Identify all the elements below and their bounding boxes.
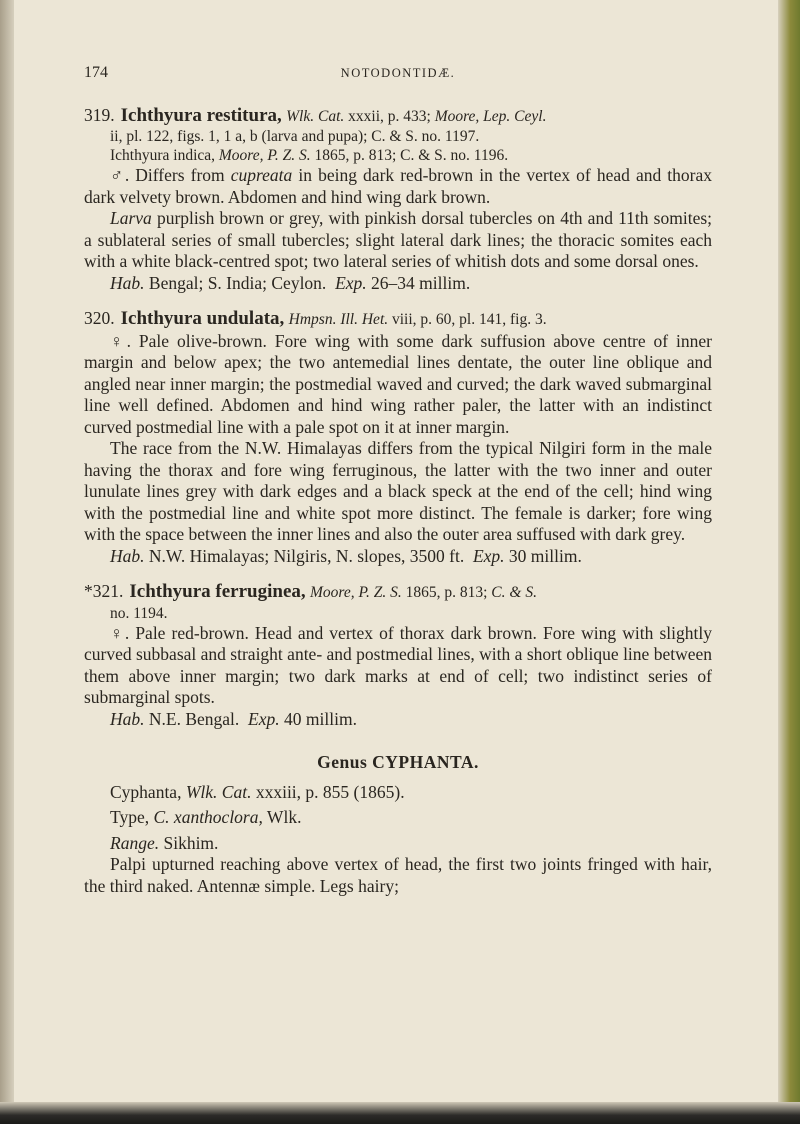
synonym-line — [84, 146, 712, 165]
species-heading — [84, 308, 712, 331]
species-heading — [84, 105, 712, 128]
larva-text: purplish brown or grey, with pinkish dorsal tubercles on 4th and 11th somites; a sublateral series of small tubercles; slight lateral dark lines; the thoracic somites each with a white black-centred spot; two lateral series of whitish dots and some dorsal ones. — [84, 208, 713, 271]
species-name: Ichthyura ferruginea, — [129, 581, 306, 602]
expanse-label: Exp. — [248, 708, 280, 729]
species-heading — [84, 581, 712, 604]
running-title: NOTODONTIDÆ. — [340, 66, 456, 80]
page-gutter-shadow — [0, 0, 14, 1124]
page-content — [84, 62, 712, 897]
habitat-line — [84, 546, 712, 568]
type-author: Wlk. — [262, 807, 302, 827]
species-number: 320. — [84, 308, 115, 328]
citation-ref: xxxiii, p. 855 (1865). — [251, 781, 405, 802]
citation-source: Moore, P. Z. S. — [218, 147, 311, 164]
female-description: ♀. Pale red-brown. Head and vertex of thorax dark brown. Fore wing with slightly curved subbasal and straight ante- and postmedial lines, with a short oblique line between them above inner margin; two dark marks at end of cell; two indistinct series of submarginal spots. — [84, 622, 712, 707]
page-header — [84, 62, 712, 85]
larva-description — [84, 208, 712, 273]
habitat-text: N.W. Himalayas; Nilgiris, N. slopes, 3500 ft. — [148, 545, 465, 566]
species-ref: cupreata — [230, 165, 293, 185]
citation-source: C. & S. — [491, 584, 537, 601]
genus-description: Palpi upturned reaching above vertex of head, the first two joints fringed with hair, the third naked. Antennæ simple. Legs hairy; — [84, 854, 712, 896]
habitat-label: Hab. — [110, 708, 145, 729]
genus-citation — [84, 782, 712, 804]
citation-source: Wlk. Cat. — [286, 107, 345, 125]
page-bottom-edge — [0, 1102, 800, 1124]
species-number: *321. — [84, 581, 124, 601]
expanse-text: 26–34 millim. — [371, 272, 471, 293]
citation-line: ii, pl. 122, figs. 1, 1 a, b (larva and pupa); C. & S. no. 1197. — [110, 128, 480, 145]
habitat-line — [84, 273, 712, 295]
citation-ref: 1865, p. 813; — [401, 584, 488, 601]
race-description: The race from the N.W. Himalayas differs from the typical Nilgiri form in the male having the thorax and fore wing ferruginous, the latter with the two inner and outer lunulate lines grey with dark edges and a black speck at the end of the cell; hind wing with the postmedial line and white spot more distinct. The female is darker; fore wing with the space between the inner lines and also the outer area suffused with dark grey. — [84, 438, 712, 544]
citation-ref: viii, p. 60, pl. 141, fig. 3. — [388, 311, 547, 328]
male-text: in being dark red-brown in the vertex of head and thorax dark velvety brown. Abdomen and hind wing dark brown. — [84, 165, 713, 207]
habitat-text: Bengal; S. India; Ceylon. — [148, 272, 327, 293]
citation-source: Hmpsn. Ill. Het. — [288, 311, 389, 328]
species-entry-319 — [84, 105, 712, 295]
type-species: C. xanthoclora, — [153, 807, 263, 827]
synonym-name: Ichthyura indica, — [110, 147, 216, 164]
expanse-text: 30 millim. — [508, 545, 582, 566]
citation-line: no. 1194. — [110, 604, 168, 622]
genus-name: Cyphanta, — [110, 781, 182, 802]
citation-source: Moore, P. Z. S. — [310, 584, 402, 601]
genus-range — [84, 833, 712, 855]
range-label: Range. — [110, 832, 160, 853]
citation-ref: 1865, p. 813; C. & S. no. 1196. — [310, 147, 509, 164]
species-name: Ichthyura restitura, — [120, 104, 282, 126]
species-name: Ichthyura undulata, — [120, 308, 285, 329]
male-lead: ♂. Differs from — [110, 165, 225, 185]
genus-heading: Genus CYPHANTA. — [317, 752, 479, 772]
larva-label: Larva — [110, 208, 152, 228]
expanse-label: Exp. — [472, 545, 505, 566]
citation-source: Wlk. Cat. — [185, 781, 252, 802]
genus-type — [84, 807, 712, 829]
species-entry-321 — [84, 581, 712, 730]
habitat-label: Hab. — [110, 272, 145, 293]
citation-source: Moore, Lep. Ceyl. — [434, 107, 547, 125]
citation-ref: xxxii, p. 433; — [344, 107, 431, 125]
species-entry-320 — [84, 308, 712, 567]
type-label: Type, — [110, 807, 150, 827]
habitat-label: Hab. — [110, 545, 145, 566]
habitat-text: N.E. Bengal. — [148, 708, 240, 729]
species-number: 319. — [84, 104, 115, 125]
page-number: 174 — [84, 64, 108, 81]
habitat-line — [84, 709, 712, 731]
male-description — [84, 165, 712, 208]
expanse-label: Exp. — [335, 272, 367, 293]
female-description: ♀. Pale olive-brown. Fore wing with some dark suffusion above centre of inner margin and below apex; the two antemedial lines dentate, the outer line oblique and angled near inner margin; the postmedial waved and curved; the dark waved submarginal line well defined. Abdomen and hind wing rather paler, the latter with an indistinct curved postmedial line with a pale spot on it at inner margin. — [84, 330, 712, 437]
page-edge-binding — [778, 0, 800, 1124]
range-text: Sikhim. — [163, 832, 219, 853]
expanse-text: 40 millim. — [284, 708, 357, 729]
